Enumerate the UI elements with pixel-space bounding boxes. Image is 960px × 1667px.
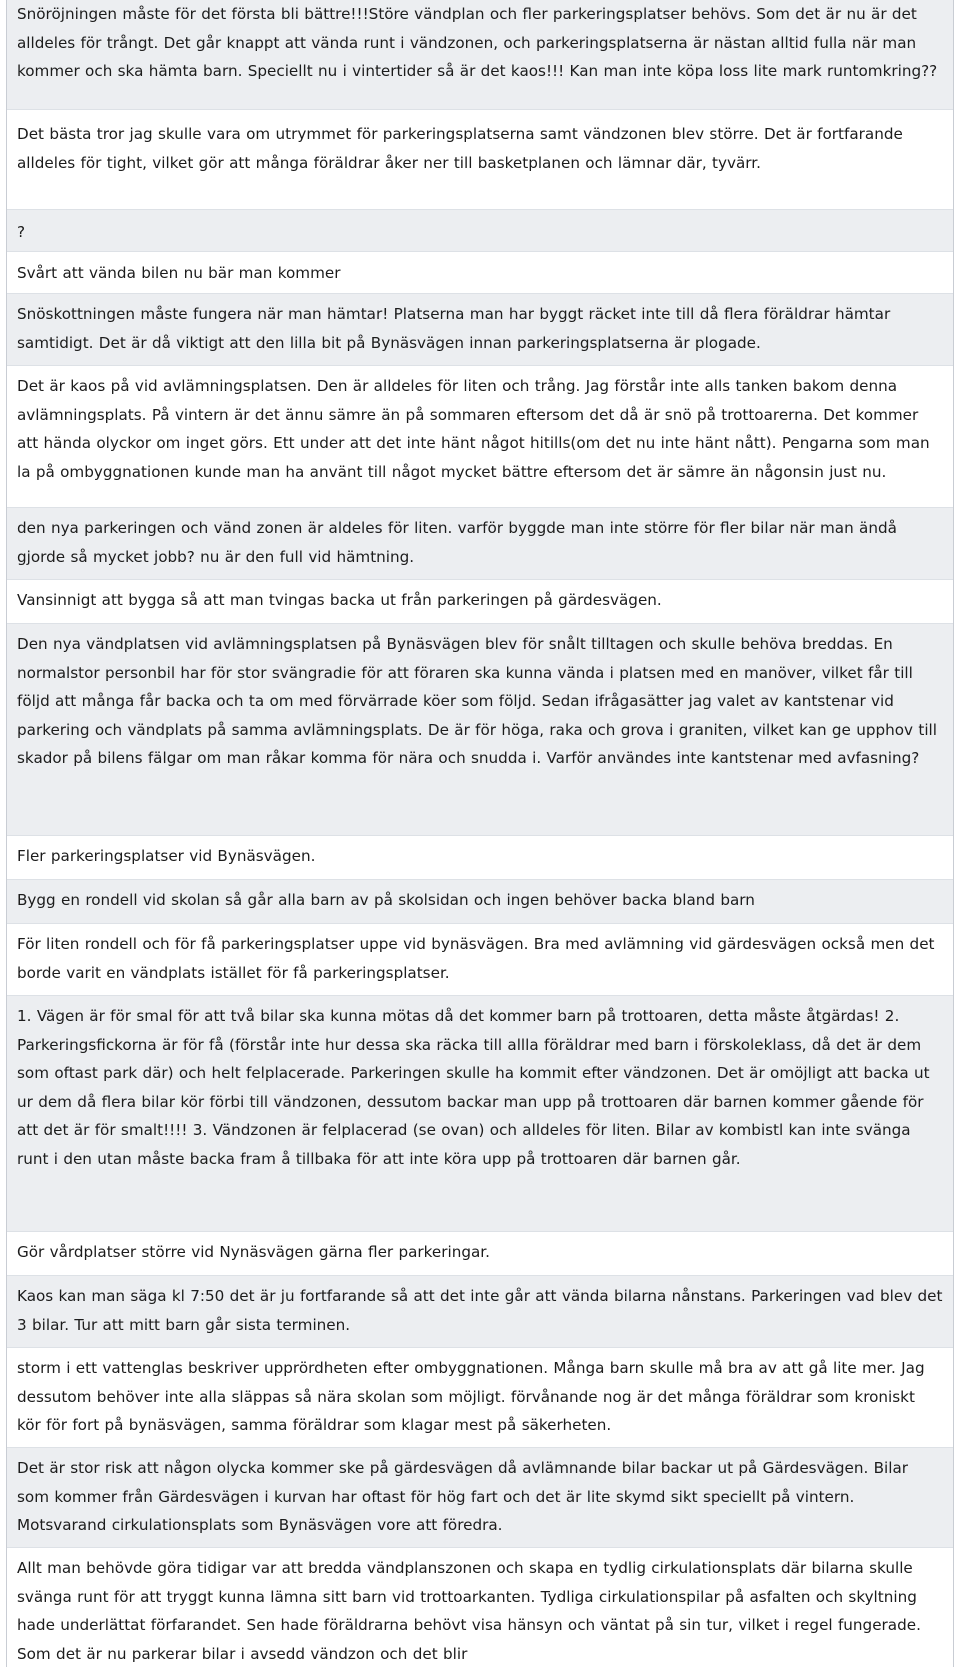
response-text-13: 1. Vägen är för smal för att två bilar ska kunna mötas då det kommer barn på trottoaren, detta måste åtgärdas! 2. Parkeringsfickorna är för få (förstår inte hur dessa ska räcka till allla föräldrar med barn i förskoleklass, då det är dem som oftast park där) och helt felplacerade. Parkeringen skulle ha kommit efter vändzonen. Det är omöjligt att backa ut ur dem då flera bilar kör förbi till vändzonen, dessutom backar man upp på trottoaren där barnen kommer gående för att det är för smalt!!!! 3. Vändzonen är felplacerad (se ovan) och alldeles för liten. Bilar av kombistl kan inte svänga runt i den utan måste backa fram å tillbaka för att inte köra upp på trottoaren där barnen går.: [17, 1007, 930, 1168]
response-row-13: [7, 996, 953, 1232]
response-row-5: [7, 294, 953, 366]
response-text-3: ?: [17, 223, 26, 241]
response-row-14: [7, 1232, 953, 1276]
response-text-11: Bygg en rondell vid skolan så går alla barn av på skolsidan och ingen behöver backa bland barn: [17, 891, 755, 909]
response-row-6: [7, 366, 953, 508]
response-text-4: Svårt att vända bilen nu bär man kommer: [17, 264, 341, 282]
response-text-8: Vansinnigt att bygga så att man tvingas backa ut från parkeringen på gärdesvägen.: [17, 591, 662, 609]
response-text-2: Det bästa tror jag skulle vara om utrymmet för parkeringsplatserna samt vändzonen blev större. Det är fortfarande alldeles för tight, vilket gör att många föräldrar åker ner till basketplanen och lämnar där, tyvärr.: [17, 125, 903, 172]
response-row-17: [7, 1448, 953, 1548]
response-text-16: storm i ett vattenglas beskriver upprördheten efter ombyggnationen. Många barn skulle må bra av att gå lite mer. Jag dessutom behöver inte alla släppas så nära skolan som möjligt. förvånande nog är det många föräldrar som kroniskt kör för fort på bynäsvägen, samma föräldrar som klagar mest på säkerheten.: [17, 1359, 925, 1434]
response-text-12: För liten rondell och för få parkeringsplatser uppe vid bynäsvägen. Bra med avlämning vid gärdesvägen också men det borde varit en vändplats istället för få parkeringsplatser.: [17, 935, 935, 982]
response-row-7: [7, 508, 953, 580]
response-row-12: [7, 924, 953, 996]
response-text-7: den nya parkeringen och vänd zonen är aldeles för liten. varför byggde man inte större för fler bilar när man ändå gjorde så mycket jobb? nu är den full vid hämtning.: [17, 519, 897, 566]
response-text-10: Fler parkeringsplatser vid Bynäsvägen.: [17, 847, 316, 865]
response-text-18: Allt man behövde göra tidigar var att bredda vändplanszonen och skapa en tydlig cirkulationsplats där bilarna skulle svänga runt för att tryggt kunna lämna sitt barn vid trottoarkanten. Tydliga cirkulationspilar på asfalten och skyltning hade underlättat förfarandet. Sen hade föräldrarna behövt visa hänsyn och väntat på sin tur, vilket i regel fungerade. Som det är nu parkerar bilar i avsedd vändzon och det blir: [17, 1559, 921, 1663]
response-text-9: Den nya vändplatsen vid avlämningsplatsen på Bynäsvägen blev för snålt tilltagen och skulle behöva breddas. En normalstor personbil har för stor svängradie för att föraren ska kunna vända i platsen med en manöver, vilket får till följd att många får backa och ta om med förvärrade köer som följd. Sedan ifrågasätter jag valet av kantstenar vid parkering och vändplats på samma avlämningsplats. De är för höga, raka och grova i graniten, vilket kan ge upphov till skador på bilens fälgar om man råkar komma för nära och snudda i. Varför användes inte kantstenar med avfasning?: [17, 635, 937, 767]
response-text-17: Det är stor risk att någon olycka kommer ske på gärdesvägen då avlämnande bilar backar ut på Gärdesvägen. Bilar som kommer från Gärdesvägen i kurvan har oftast för hög fart och det är lite skymd sikt speciellt på vintern. Motsvarand cirkulationsplats som Bynäsvägen vore att föredra.: [17, 1459, 909, 1534]
response-row-9: [7, 624, 953, 836]
response-row-4: [7, 252, 953, 294]
response-row-10: [7, 836, 953, 880]
response-row-2: [7, 110, 953, 210]
response-row-3: [7, 210, 953, 252]
response-row-8: [7, 580, 953, 624]
response-text-1: Snöröjningen måste för det första bli bättre!!!Störe vändplan och fler parkeringsplatser behövs. Som det är nu är det alldeles för trångt. Det går knappt att vända runt i vändzonen, och parkeringsplatserna är nästan alltid fulla när man kommer och ska hämta barn. Speciellt nu i vintertider så är det kaos!!! Kan man inte köpa loss lite mark runtomkring??: [17, 5, 938, 80]
response-row-15: [7, 1276, 953, 1348]
response-row-1: [7, 0, 953, 110]
responses-table: [6, 0, 954, 1667]
response-text-6: Det är kaos på vid avlämningsplatsen. Den är alldeles för liten och trång. Jag förstår inte alls tanken bakom denna avlämningsplats. På vintern är det ännu sämre än på sommaren eftersom det då är snö på trottoarerna. Det kommer att hända olyckor om inget görs. Ett under att det inte hänt något hitills(om det nu inte hänt nått). Pengarna som man la på ombyggnationen kunde man ha använt till något mycket bättre eftersom det är sämre än någonsin just nu.: [17, 377, 930, 481]
response-row-16: [7, 1348, 953, 1448]
response-text-15: Kaos kan man säga kl 7:50 det är ju fortfarande så att det inte går att vända bilarna nånstans. Parkeringen vad blev det 3 bilar. Tur att mitt barn går sista terminen.: [17, 1287, 943, 1334]
response-text-14: Gör vårdplatser större vid Nynäsvägen gärna fler parkeringar.: [17, 1243, 490, 1261]
response-row-18: [7, 1548, 953, 1667]
response-text-5: Snöskottningen måste fungera när man hämtar! Platserna man har byggt räcket inte till då flera föräldrar hämtar samtidigt. Det är då viktigt att den lilla bit på Bynäsvägen innan parkeringsplatserna är plogade.: [17, 305, 891, 352]
response-row-11: [7, 880, 953, 924]
